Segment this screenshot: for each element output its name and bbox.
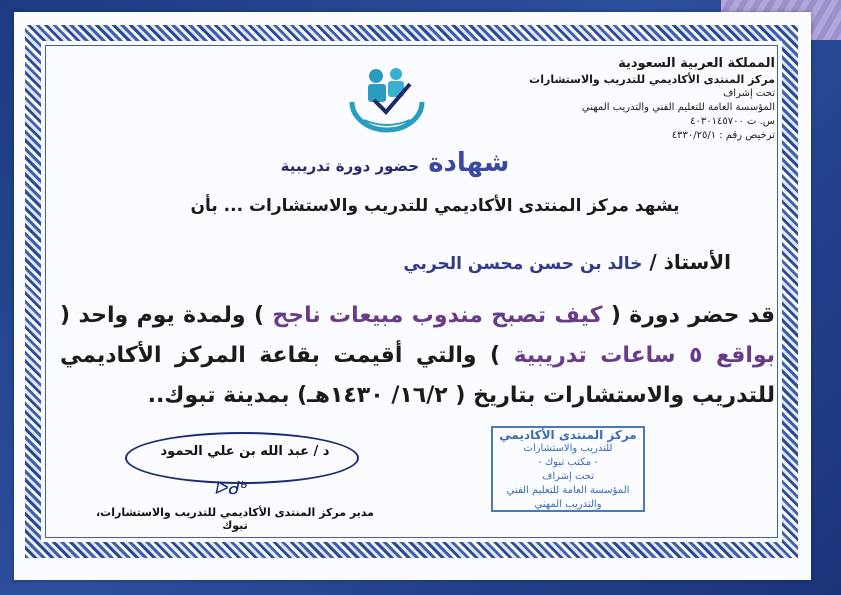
title-main: شهادة — [428, 148, 510, 178]
stamp-line-1: مركز المنتدى الأكاديمي — [499, 428, 637, 442]
title-sub: حضور دورة تدريبية — [280, 157, 420, 175]
issuer-header — [505, 55, 775, 143]
recipient-row — [231, 250, 731, 274]
signer-role: مدير مركز المنتدى الأكاديمي للتدريب والاستشارات، تبوك — [96, 506, 374, 532]
header-license: ترخيص رقم : ٤٣٣٠/٢٥/١ — [671, 130, 775, 141]
course-hours: بواقع ٥ ساعات تدريبية — [513, 343, 775, 368]
header-supervision: تحت إشراف — [722, 88, 775, 99]
header-authority: المؤسسة العامة للتعليم الفني والتدريب المهني — [581, 102, 775, 113]
signer-name: د / عبد الله بن علي الحمود — [160, 444, 330, 459]
stamp-line-5: المؤسسة العامة للتعليم الفني والتدريب المهني — [506, 485, 630, 510]
header-registration: س. ت ٤٠٣٠١٤٥٧٠٠ — [690, 116, 775, 127]
header-country: المملكة العربية السعودية — [618, 56, 775, 71]
official-stamp — [491, 426, 645, 512]
body-text-1: قد حضر دورة ( — [610, 303, 775, 328]
header-center-name: مركز المنتدى الأكاديمي للتدريب والاستشارات — [529, 73, 775, 86]
stamp-line-3: - مكتب تبوك - — [538, 457, 598, 468]
certificate-body — [60, 296, 775, 416]
handwritten-signature: ᐅᑯᒃ — [215, 478, 248, 499]
center-logo — [346, 62, 428, 134]
course-name: كيف تصبح مندوب مبيعات ناجح — [272, 303, 603, 328]
certificate-title — [270, 148, 520, 178]
recipient-name: خالد بن حسن محسن الحربي — [403, 254, 643, 274]
stamp-line-2: للتدريب والاستشارات — [523, 443, 613, 454]
intro-statement: يشهد مركز المنتدى الأكاديمي للتدريب والاستشارات ... بأن — [190, 196, 680, 216]
body-text-2: ) ولمدة يوم واحد ( — [60, 303, 265, 328]
recipient-prefix: الأستاذ / — [649, 250, 731, 274]
body-text-3: ) والتي أقيمت بقاعة المركز الأكاديمي للتدريب والاستشارات بتاريخ ( ١٦/٢/ ١٤٣٠هـ) بمدينة تبوك.. — [60, 343, 775, 408]
stamp-line-4: تحت إشراف — [541, 471, 595, 482]
